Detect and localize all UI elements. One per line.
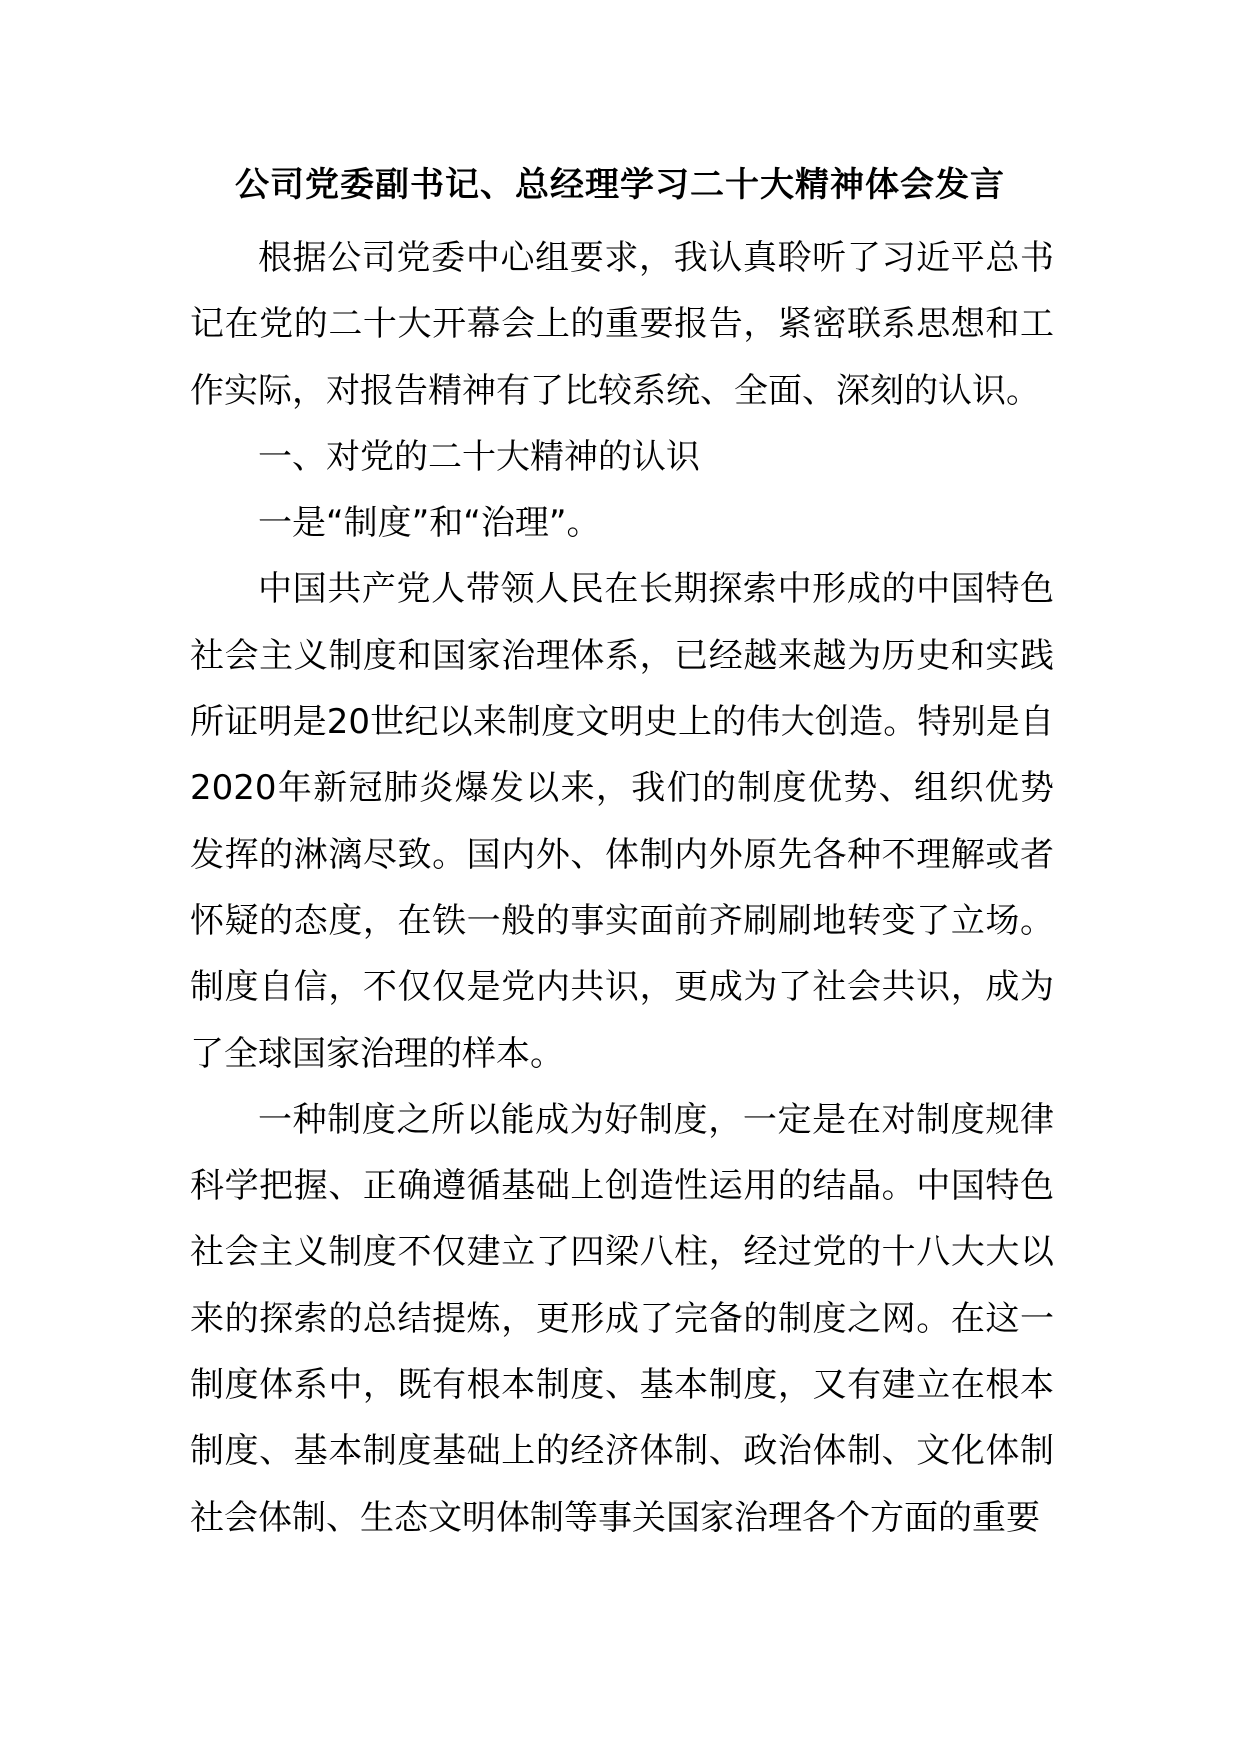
document-body <box>190 225 1054 1551</box>
paragraph-system: 中国共产党人带领人民在长期探索中形成的中国特色社会主义制度和国家治理体系，已经越来越为历史和实践所证明是20世纪以来制度文明史上的伟大创造。特别是自2020年新冠肺炎爆发以来，我们的制度优势、组织优势发挥的淋漓尽致。国内外、体制内外原先各种不理解或者怀疑的态度，在铁一般的事实面前齐刷刷地转变了立场。制度自信，不仅仅是党内共识，更成为了社会共识，成为了全球国家治理的样本。 <box>190 569 1054 1074</box>
paragraph-intro: 根据公司党委中心组要求，我认真聆听了习近平总书记在党的二十大开幕会上的重要报告，紧密联系思想和工作实际，对报告精神有了比较系统、全面、深刻的认识。 <box>190 238 1054 411</box>
subsection-heading: 一是“制度”和“治理”。 <box>258 503 601 544</box>
paragraph-good-system: 一种制度之所以能成为好制度，一定是在对制度规律科学把握、正确遵循基础上创造性运用的结晶。中国特色社会主义制度不仅建立了四梁八柱，经过党的十八大大以来的探索的总结提炼，更形成了完备的制度之网。在这一制度体系中，既有根本制度、基本制度，又有建立在根本制度、基本制度基础上的经济体制、政治体制、文化体制社会体制、生态文明体制等事关国家治理各个方面的重要 <box>190 1099 1054 1538</box>
section-heading: 一、对党的二十大精神的认识 <box>258 436 700 477</box>
document-title: 公司党委副书记、总经理学习二十大精神体会发言 <box>235 165 1005 205</box>
